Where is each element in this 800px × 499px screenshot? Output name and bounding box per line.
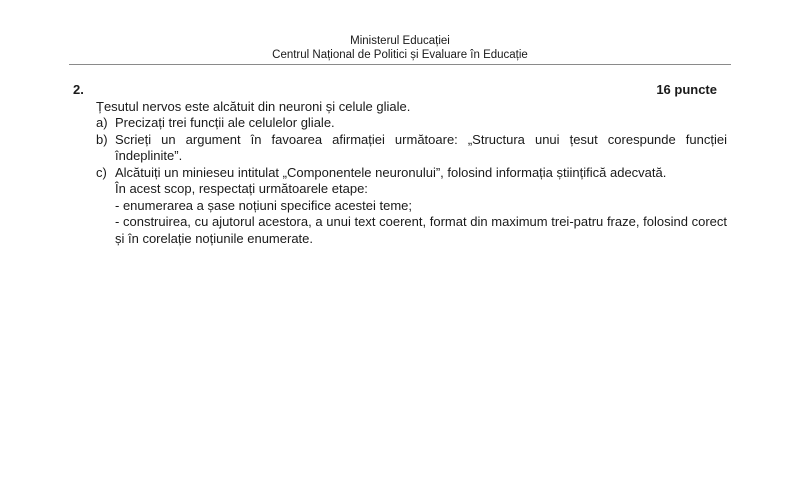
item-text: Scrieți un argument în favoarea afirmației următoare: „Structura unui țesut corespunde funcției îndeplinite”. (115, 131, 727, 163)
question-points: 16 puncte (656, 82, 717, 97)
item-text: Alcătuiți un minieseu intitulat „Componentele neuronului”, folosind informația științifică adecvată. (115, 164, 667, 180)
question-block (73, 82, 727, 247)
question-item-c (96, 165, 727, 182)
header-divider (69, 64, 731, 65)
ministry-name: Ministerul Educației (350, 35, 450, 47)
question-number: 2. (73, 82, 84, 97)
item-label: a) (96, 115, 108, 130)
question-intro: Țesutul nervos este alcătuit din neuroni și celule gliale. (96, 98, 411, 114)
question-header (73, 82, 727, 99)
stage-item-2: - construirea, cu ajutorul acestora, a unui text coerent, format din maximum trei-patru fraze, folosind corect și în corelație noțiunile enumerate. (115, 214, 727, 246)
instructions-text: În acest scop, respectați următoarele etape: (115, 181, 368, 196)
document-header (0, 34, 800, 62)
item-label: b) (96, 131, 108, 147)
center-name: Centrul Național de Politici și Evaluare în Educație (272, 49, 528, 61)
stage-item-1: - enumerarea a șase noțiuni specifice acestei teme; (115, 197, 412, 213)
question-item-a (96, 115, 727, 132)
question-item-b (96, 132, 727, 165)
item-label: c) (96, 164, 107, 180)
item-text: Precizați trei funcții ale celulelor gliale. (115, 115, 335, 130)
